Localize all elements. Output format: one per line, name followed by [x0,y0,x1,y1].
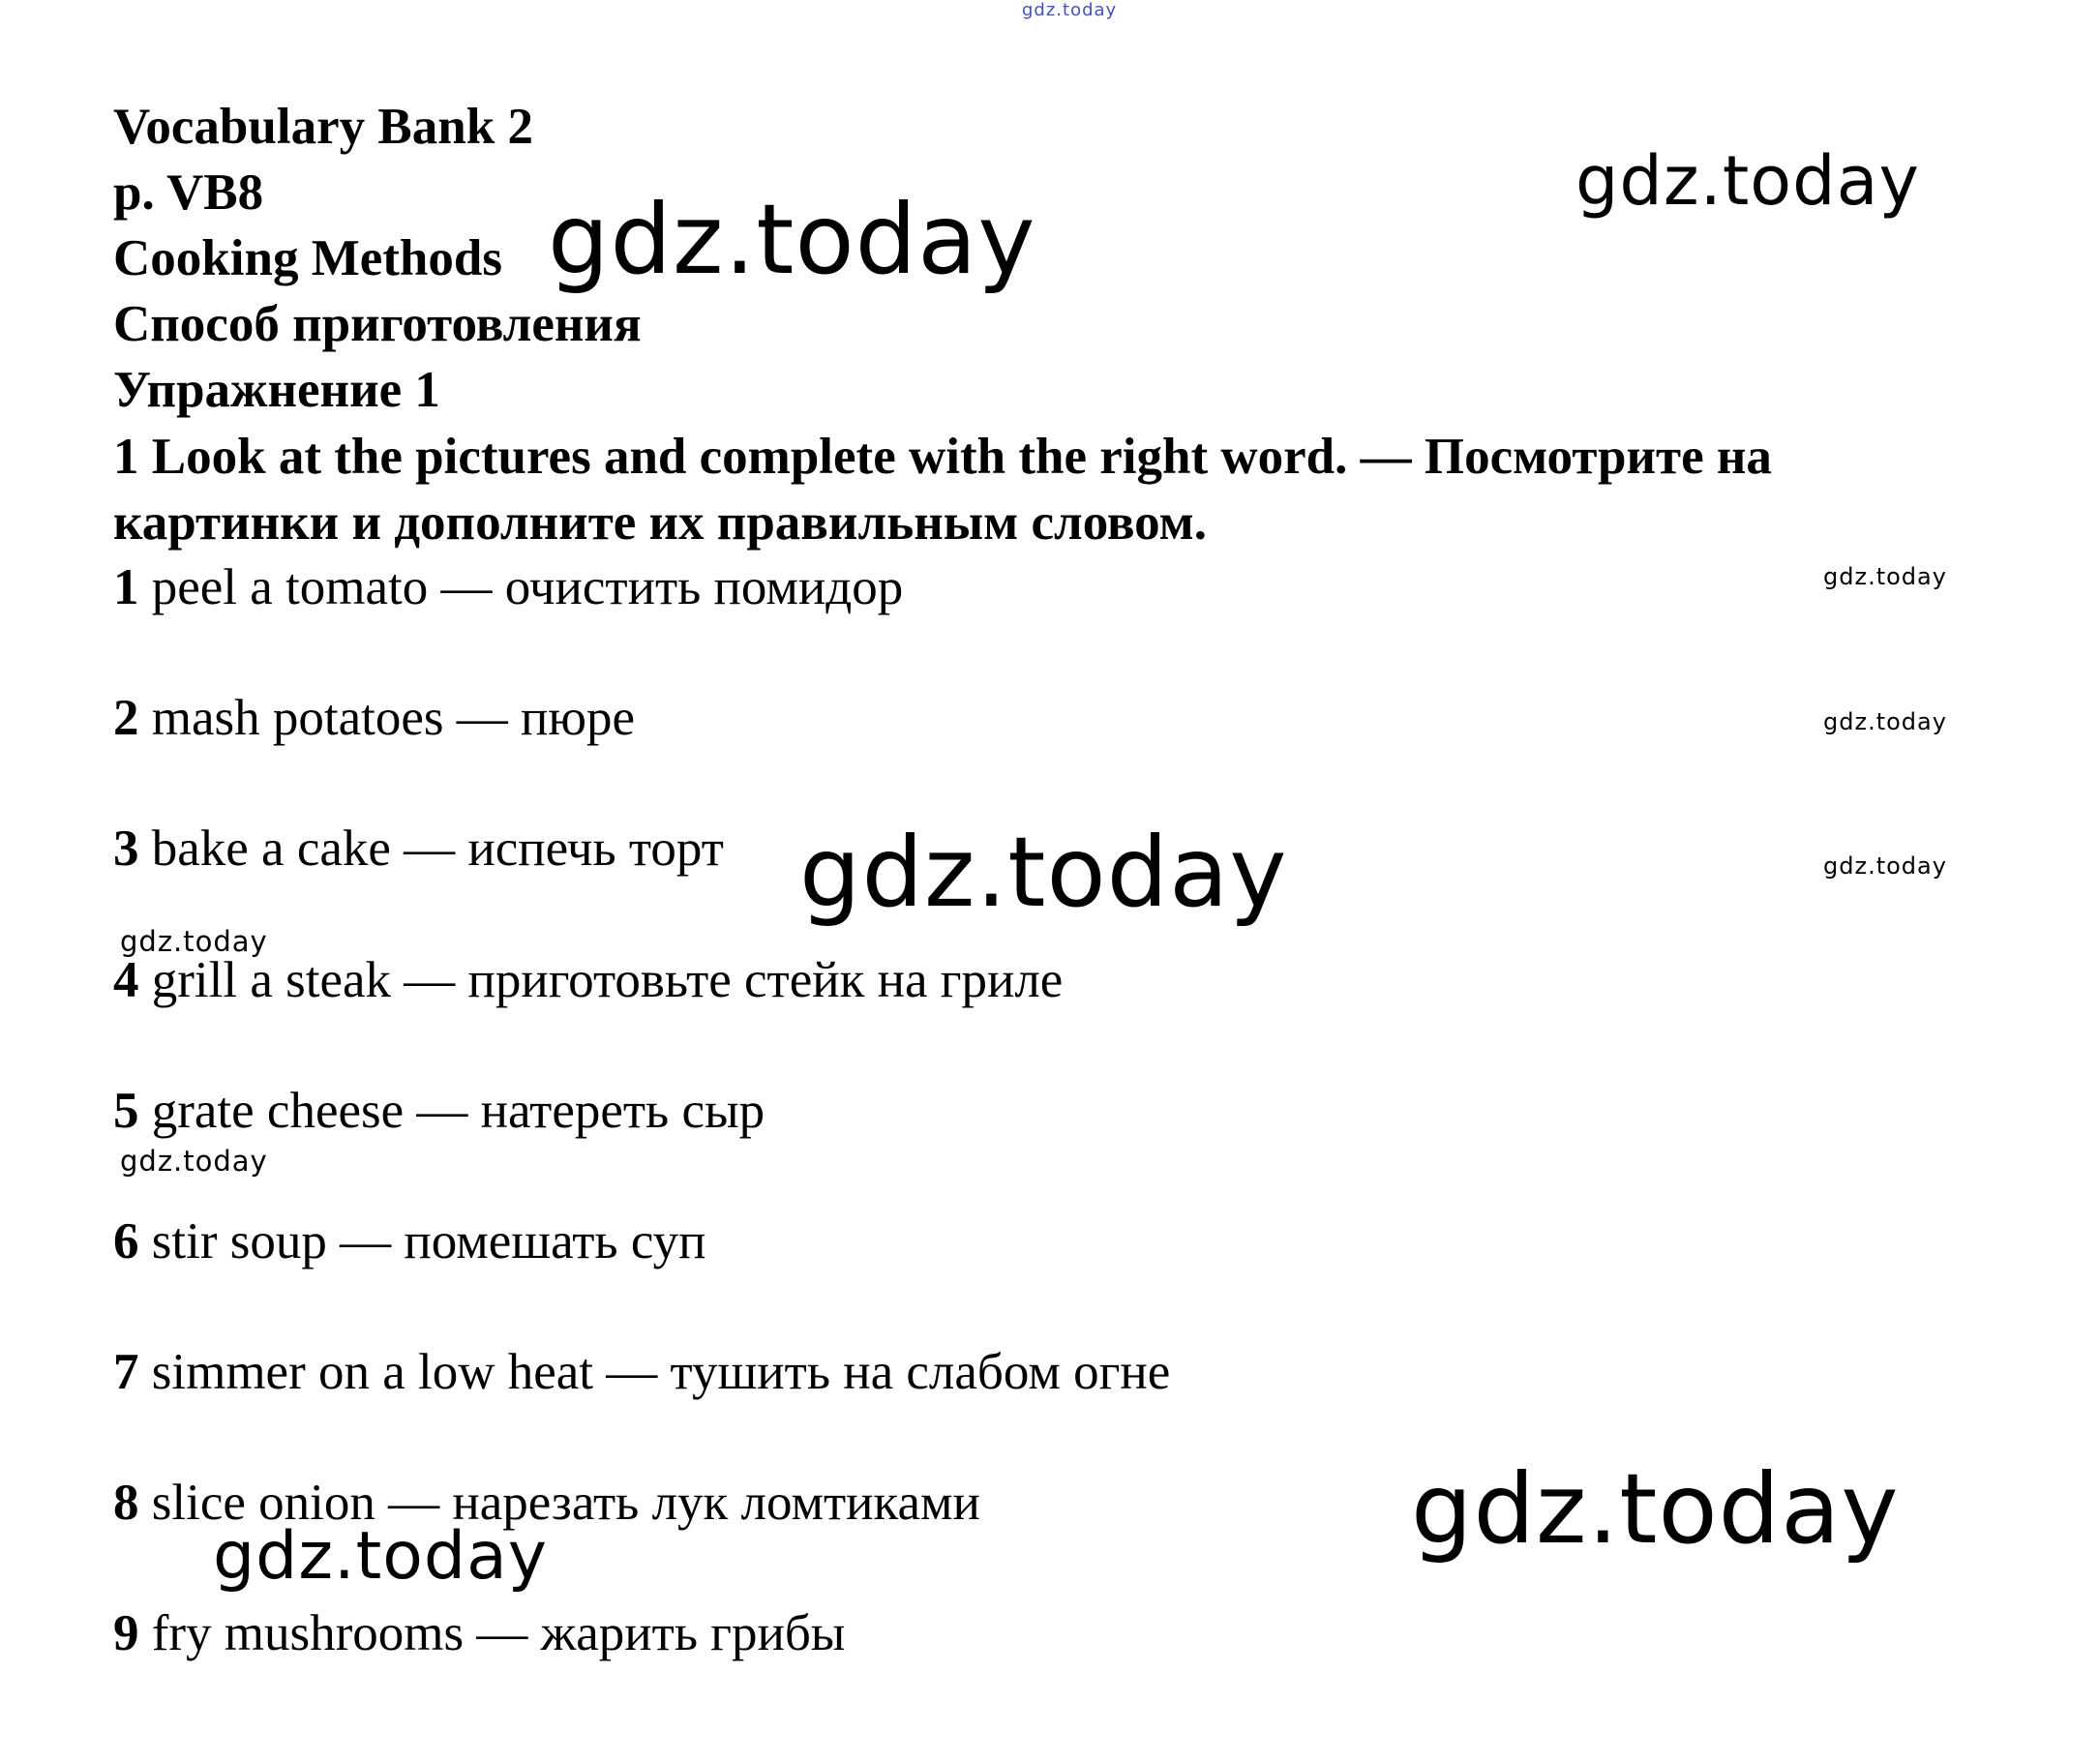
item-text: simmer on a low heat — тушить на слабом огне [138,1344,1171,1400]
watermark-small: gdz.today [1823,563,1947,590]
list-item [113,1209,706,1274]
item-text: slice onion — нарезать лук ломтиками [138,1475,980,1531]
exercise-instruction: 1 Look at the pictures and complete with the right word. — Посмотрите на картинки и дополните их правильным словом. [113,429,1772,551]
list-item [113,1078,765,1144]
item-text: bake a cake — испечь торт [138,821,724,877]
list-item [113,1339,1170,1405]
item-number: 2 [113,690,139,746]
heading-topic-ru: Способ приготовления [113,296,642,352]
item-text: grate cheese — натереть сыр [138,1083,765,1139]
item-text: peel a tomato — очистить помидор [138,559,904,615]
item-number: 7 [113,1344,139,1400]
list-item [113,554,903,620]
watermark-large: gdz.today [1411,1452,1900,1566]
watermark-small: gdz.today [120,925,268,958]
item-number: 5 [113,1083,139,1139]
item-number: 3 [113,821,139,877]
watermark-small: gdz.today [120,1145,268,1178]
item-number: 8 [113,1475,139,1531]
item-number: 1 [113,559,139,615]
item-text: mash potatoes — пюре [138,690,635,746]
watermark-medium: gdz.today [1575,141,1920,221]
heading-vocabulary-bank: Vocabulary Bank 2 [113,99,533,155]
heading-exercise: Упражнение 1 [113,362,440,418]
heading-topic-en: Cooking Methods [113,230,502,286]
item-text: fry mushrooms — жарить грибы [138,1605,846,1661]
watermark-top: gdz.today [1022,0,1118,20]
item-number: 9 [113,1605,139,1661]
item-number: 6 [113,1213,139,1269]
watermark-large: gdz.today [548,183,1036,296]
heading-page-ref: p. VB8 [113,164,264,221]
watermark-large: gdz.today [799,816,1288,929]
item-number: 4 [113,952,139,1008]
list-item [113,1600,845,1666]
watermark-small: gdz.today [1823,852,1947,880]
item-text: grill a steak — приготовьте стейк на гриле [138,952,1064,1008]
list-item [113,685,635,751]
watermark-medium: gdz.today [213,1518,548,1595]
item-text: stir soup — помешать суп [138,1213,706,1269]
watermark-small: gdz.today [1823,708,1947,735]
list-item [113,816,724,881]
